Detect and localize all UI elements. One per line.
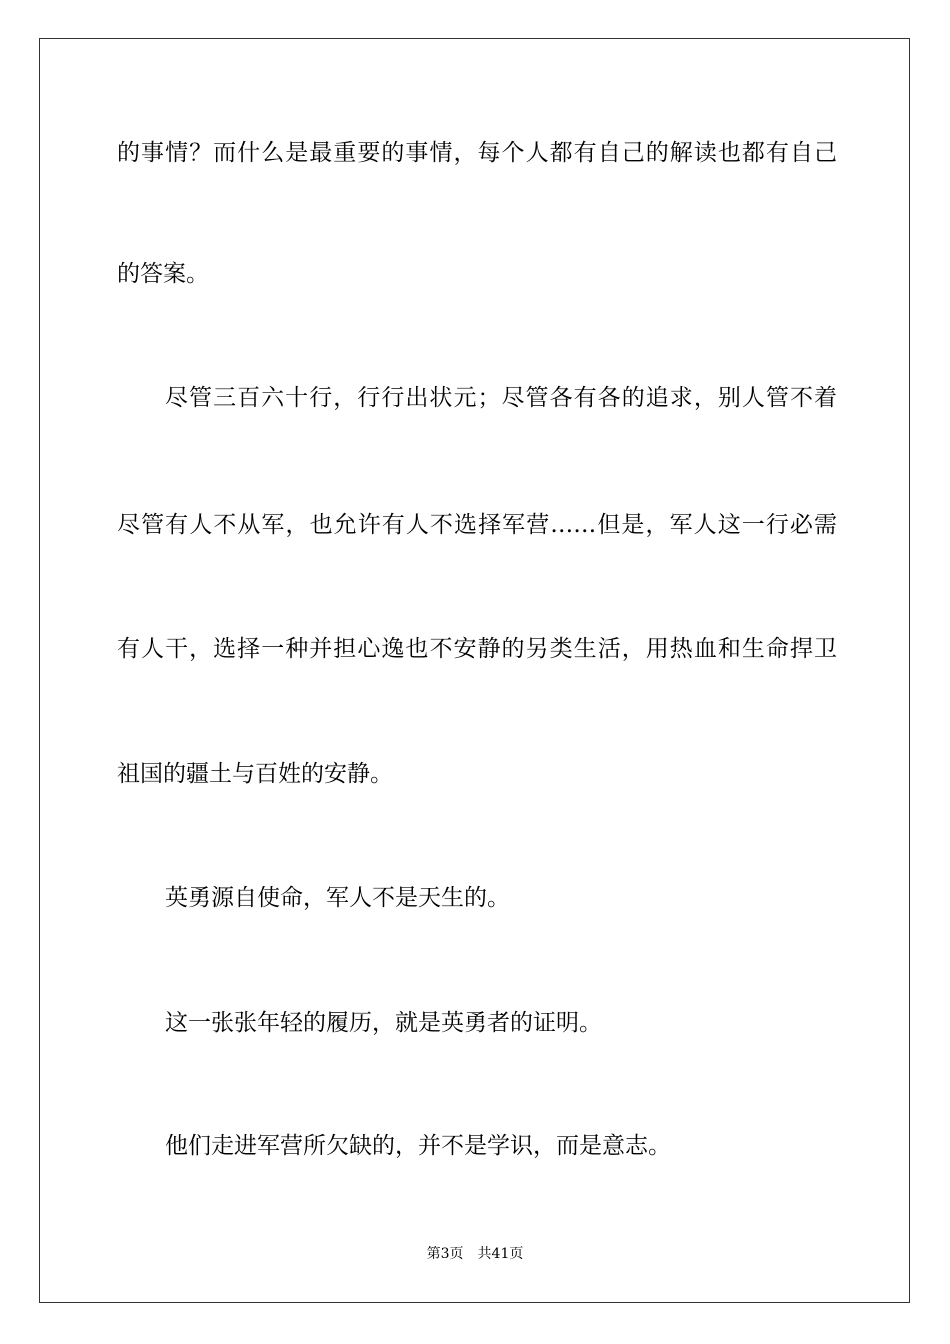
page-frame [39, 38, 910, 1303]
paragraph-2-line-3: 有人干，选择一种并担心逸也不安静的另类生活，用热血和生命捍卫 [117, 636, 837, 662]
paragraph-1-line-1: 的事情？而什么是最重要的事情，每个人都有自己的解读也都有自己 [117, 140, 837, 166]
paragraph-4: 这一张张年轻的履历，就是英勇者的证明。 [165, 1010, 602, 1036]
paragraph-2-line-4: 祖国的疆土与百姓的安静。 [117, 761, 393, 787]
page-total: 共41页 [477, 1246, 524, 1262]
page-number: 第3页 [426, 1246, 464, 1262]
paragraph-2-line-2: 尽管有人不从军，也允许有人不选择军营……但是，军人这一行必需 [117, 512, 837, 538]
paragraph-3: 英勇源自使命，军人不是天生的。 [165, 885, 510, 911]
paragraph-5: 他们走进军营所欠缺的，并不是学识，而是意志。 [165, 1133, 671, 1159]
paragraph-2-line-1: 尽管三百六十行，行行出状元；尽管各有各的追求，别人管不着 [165, 385, 837, 411]
paragraph-1-line-2: 的答案。 [117, 261, 209, 287]
page-footer [0, 1245, 950, 1263]
